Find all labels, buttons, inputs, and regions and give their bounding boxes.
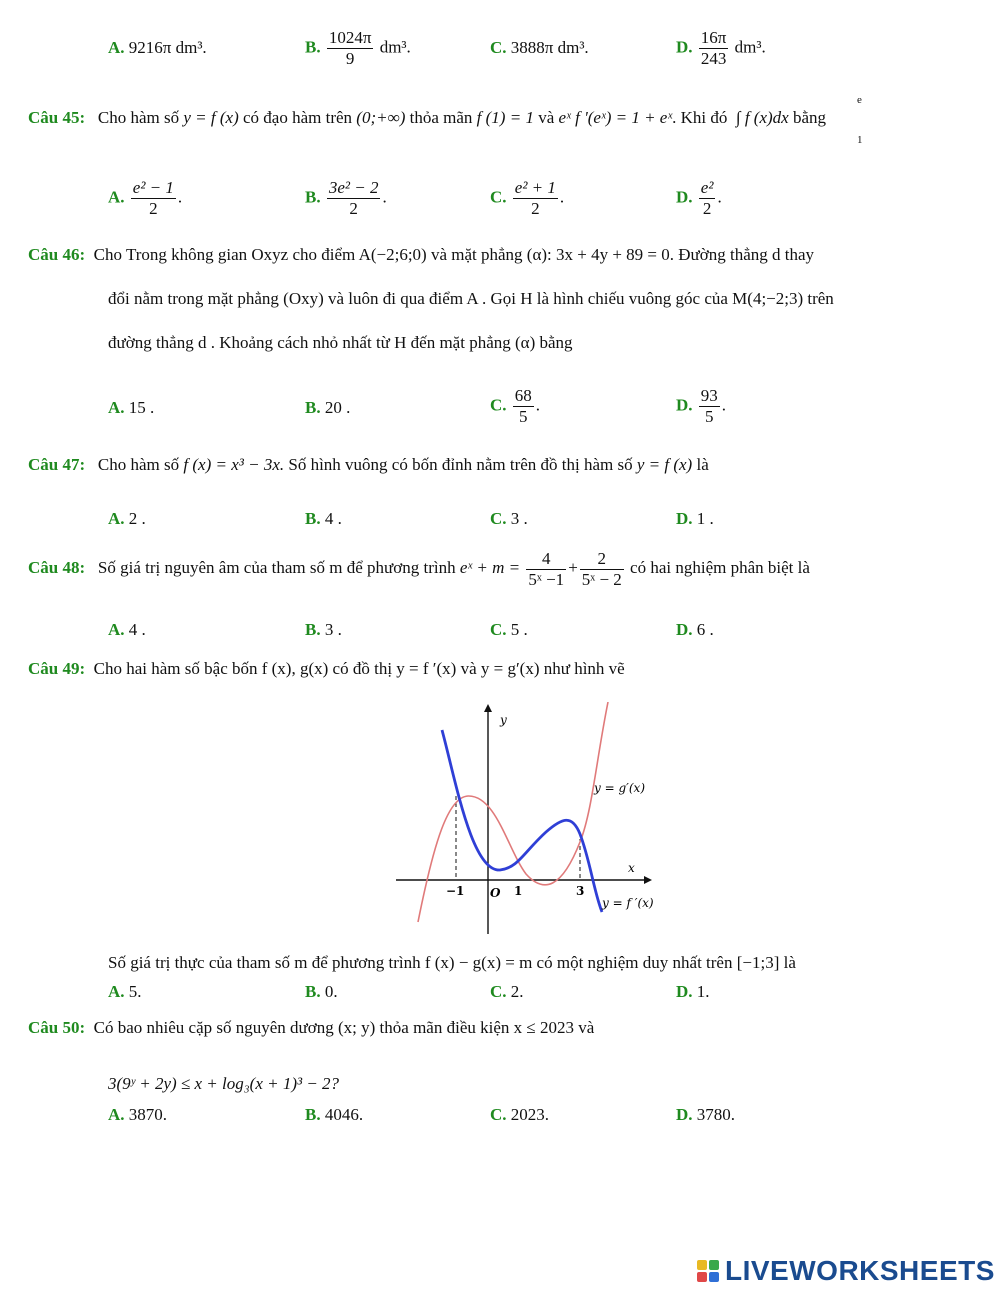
q49-answer-b: B. 0. [305, 982, 338, 1001]
q45-answer-b: B. $\frac{\text{3e² − 2}}{2}$ . [305, 178, 387, 218]
fraction: $\frac{4}{\text{5ˣ −1}}$ [528, 548, 565, 589]
q47-answer-d: D. 1 . [676, 509, 714, 528]
logo-text: LIVEWORKSHEETS [725, 1255, 995, 1286]
q44-answer-b: B. $\frac{1024\pi}{9}$ dm³. [305, 28, 411, 68]
fraction: $\frac{\text{3e² − 2}}{2}$ [328, 178, 379, 218]
q49-answer-c: C. 2. [490, 982, 524, 1001]
q47-answer-c: C. 3 . [490, 509, 528, 528]
q50-answer-d: D. 3780. [676, 1105, 736, 1124]
q48-stem: Câu 48: Số giá trị nguyên âm của tham số m để phương trình eˣ + m = $\frac{4}{\text{5ˣ −1}}$ + $\frac{2}{\text{5ˣ − 2}}$ có hai nghiệm phân biệt là [28, 548, 810, 589]
tick-label-3: 3 [576, 884, 585, 898]
curve-g-label: y = g′(x) [594, 781, 645, 795]
q49-answer-d: D. 1. [676, 982, 710, 1001]
q49-answer-a: A. 5. [108, 982, 142, 1001]
q44-answer-a: A. 9216π dm³. [108, 38, 207, 57]
q48-answer-c: C. 5 . [490, 620, 528, 639]
q47-answer-a: A. 2 . [108, 509, 146, 528]
q45-stem: Câu 45: Cho hàm số y = f (x) có đạo hàm trên (0;+∞) thỏa mãn f (1) = 1 và eˣ f '(eˣ) = 1 + eˣ. Khi đó ∫ f (x)dx bằng [28, 108, 826, 127]
q44-answer-d: D. $\frac{16\pi}{243}$ dm³. [676, 28, 766, 68]
q46-stem-line3: đường thẳng d . Khoảng cách nhỏ nhất từ H đến mặt phẳng (α) bằng [108, 333, 573, 352]
y-axis-label: y [500, 713, 507, 727]
fraction: $\frac{1024\pi}{9}$ [328, 28, 372, 68]
tick-label-1: 1 [514, 884, 523, 898]
q46-answer-d: D. $\frac{93}{5}$ . [676, 386, 727, 426]
q46-answer-c: C. $\frac{68}{5}$ . [490, 386, 541, 426]
integral-upper-limit: e [857, 94, 862, 106]
x-axis-label: x [628, 861, 635, 875]
origin-label: O [490, 886, 501, 900]
q45-answer-a: A. $\frac{\text{e² − 1}}{2}$ . [108, 178, 183, 218]
q45-answer-c: C. $\frac{\text{e² + 1}}{2}$ . [490, 178, 565, 218]
q49-stem-line1: Câu 49: Cho hai hàm số bậc bốn f (x), g(x) có đồ thị y = f ′(x) và y = g′(x) như hình vẽ [28, 659, 625, 678]
q48-answer-d: D. 6 . [676, 620, 714, 639]
q46-stem-line2: đổi nằm trong mặt phẳng (Oxy) và luôn đi qua điểm A . Gọi H là hình chiếu vuông góc của M(4;−2;3) trên [108, 289, 834, 308]
q44-answer-c: C. 3888π dm³. [490, 38, 589, 57]
q46-answer-b: B. 20 . [305, 398, 351, 417]
curve-f-label: y = f ′(x) [602, 896, 654, 910]
q50-answer-a: A. 3870. [108, 1105, 168, 1124]
fraction: $\frac{16\pi}{243}$ [700, 28, 727, 68]
y-axis-arrow [484, 704, 492, 712]
q45-answer-d: D. $\frac{\text{e²}}{2}$ . [676, 178, 722, 218]
fraction: $\frac{\text{e² + 1}}{2}$ [514, 178, 556, 218]
integral-lower-limit: 1 [857, 134, 863, 146]
liveworksheets-logo-icon [697, 1260, 719, 1282]
q46-stem-line1: Câu 46: Cho Trong không gian Oxyz cho điểm A(−2;6;0) và mặt phẳng (α): 3x + 4y + 89 = 0. Đường thẳng d thay [28, 245, 815, 264]
q48-answer-b: B. 3 . [305, 620, 342, 639]
q47-stem: Câu 47: Cho hàm số f (x) = x³ − 3x. Số hình vuông có bốn đỉnh nằm trên đồ thị hàm số y = f (x) là [28, 455, 709, 474]
q50-stem-line2: 3(9ʸ + 2y) ≤ x + log₃(x + 1)³ − 2? [108, 1074, 340, 1093]
fraction: $\frac{68}{5}$ [514, 386, 532, 426]
q48-answer-a: A. 4 . [108, 620, 146, 639]
q46-answer-a: A. 15 . [108, 398, 155, 417]
x-axis-arrow [644, 876, 652, 884]
q49-stem-line2: Số giá trị thực của tham số m để phương trình f (x) − g(x) = m có một nghiệm duy nhất trên [−1;3] là [108, 953, 796, 972]
tick-label-minus1: −1 [446, 884, 465, 898]
fraction: $\frac{2}{\text{5ˣ − 2}}$ [581, 548, 622, 589]
q50-stem-line1: Câu 50: Có bao nhiêu cặp số nguyên dương (x; y) thỏa mãn điều kiện x ≤ 2023 và [28, 1018, 595, 1037]
q50-answer-c: C. 2023. [490, 1105, 550, 1124]
q47-answer-b: B. 4 . [305, 509, 342, 528]
fraction: $\frac{93}{5}$ [700, 386, 718, 426]
fraction: $\frac{\text{e²}}{2}$ [700, 178, 714, 218]
liveworksheets-logo[interactable] [697, 1255, 995, 1287]
q50-answer-b: B. 4046. [305, 1105, 364, 1124]
fraction: $\frac{\text{e² − 1}}{2}$ [132, 178, 174, 218]
q49-graph [396, 702, 656, 934]
